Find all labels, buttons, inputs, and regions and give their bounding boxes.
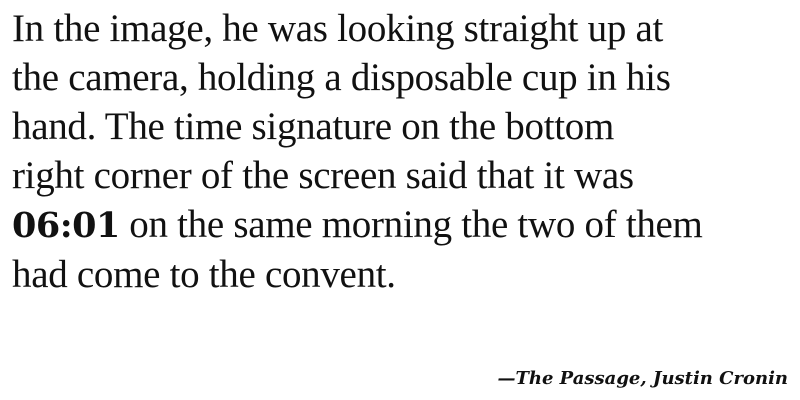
quote-line-remainder: on the same morning the two of them	[119, 203, 703, 246]
author-name: Justin Cronin	[652, 368, 788, 389]
highlighted-time: 06:01	[12, 205, 120, 246]
attribution-dash: —	[497, 368, 516, 389]
quote-text	[12, 4, 792, 299]
book-title: The Passage	[515, 368, 641, 389]
quote-line: hand. The time signature on the bottom	[12, 105, 615, 148]
quote-line: had come to the convent.	[12, 253, 396, 296]
quote-line: the camera, holding a disposable cup in his	[12, 56, 671, 99]
quote-line: In the image, he was looking straight up at	[12, 7, 664, 50]
quote-line-with-time	[12, 200, 792, 250]
attribution	[497, 367, 788, 391]
attribution-separator: ,	[640, 368, 653, 389]
quote-line: right corner of the screen said that it was	[12, 154, 634, 197]
